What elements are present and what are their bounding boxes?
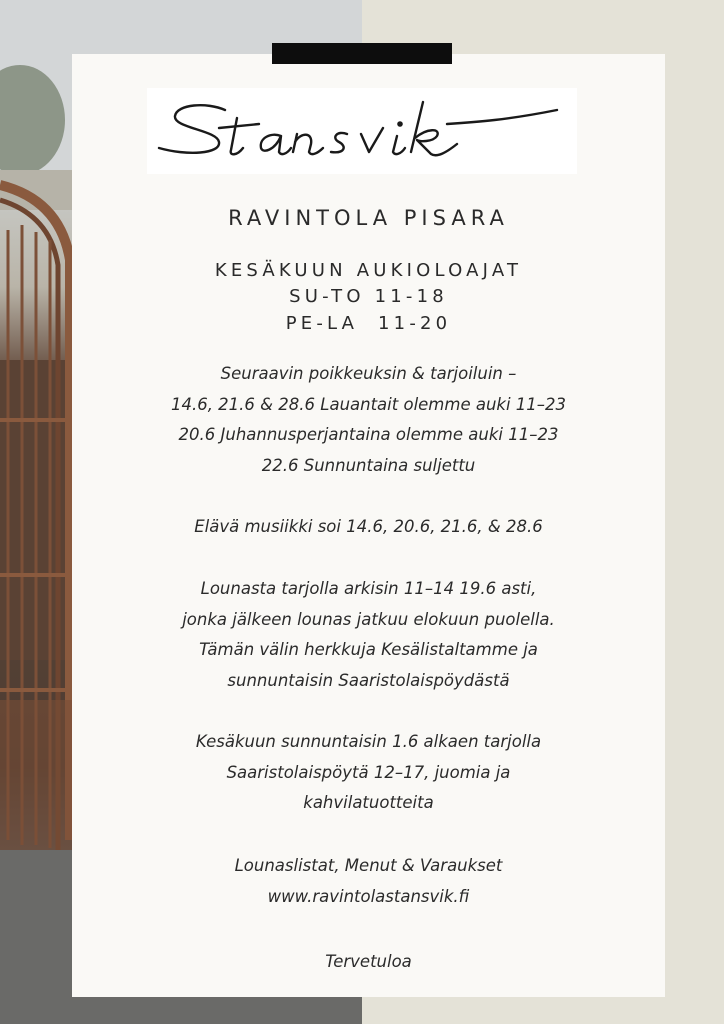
lunch-block <box>72 574 665 696</box>
logo-brand-text <box>147 88 577 174</box>
lunch-line: jonka jälkeen lounas jatkuu elokuun puolella. <box>182 609 555 629</box>
exceptions-line: 20.6 Juhannusperjantaina olemme auki 11–23 <box>178 425 559 444</box>
sundays-line: Saaristolaispöytä 12–17, juomia ja <box>226 762 511 782</box>
sundays-block <box>72 727 665 819</box>
sundays-line: Kesäkuun sunnuntaisin 1.6 alkaen tarjolla <box>195 732 542 751</box>
music-line: Elävä musiikki soi 14.6, 20.6, 21.6, & 28.6 <box>194 517 543 536</box>
poster-card <box>72 54 665 997</box>
live-music-text <box>72 512 665 543</box>
welcome-text <box>72 947 665 978</box>
lunch-line: sunnuntaisin Saaristolaispöydästä <box>227 670 510 690</box>
lunch-line: Tämän välin herkkuja Kesälistaltamme ja <box>199 640 538 659</box>
exceptions-line: 14.6, 21.6 & 28.6 Lauantait olemme auki 11–23 <box>170 394 567 414</box>
top-black-bar <box>272 43 452 64</box>
hours-heading: KESÄKUUN AUKIOLOAJAT <box>214 260 523 281</box>
lunch-line: Lounasta tarjolla arkisin 11–14 19.6 asti, <box>200 579 537 598</box>
restaurant-name-heading: RAVINTOLA PISARA <box>228 206 509 230</box>
links-label: Lounaslistat, Menut & Varaukset <box>234 856 503 875</box>
website-link[interactable]: www.ravintolastansvik.fi <box>267 886 470 906</box>
hours-weekdays: SU-TO 11-18 <box>289 286 448 307</box>
logo-box <box>147 88 577 174</box>
exceptions-line: Seuraavin poikkeuksin & tarjoiluin – <box>220 364 517 383</box>
links-block <box>72 851 665 912</box>
sundays-line: kahvilatuotteita <box>303 793 434 812</box>
exceptions-line: 22.6 Sunnuntaina suljettu <box>261 455 476 475</box>
exceptions-block <box>72 359 665 481</box>
hours-weekend: PE-LA 11-20 <box>285 313 452 334</box>
welcome-line: Tervetuloa <box>325 952 412 971</box>
